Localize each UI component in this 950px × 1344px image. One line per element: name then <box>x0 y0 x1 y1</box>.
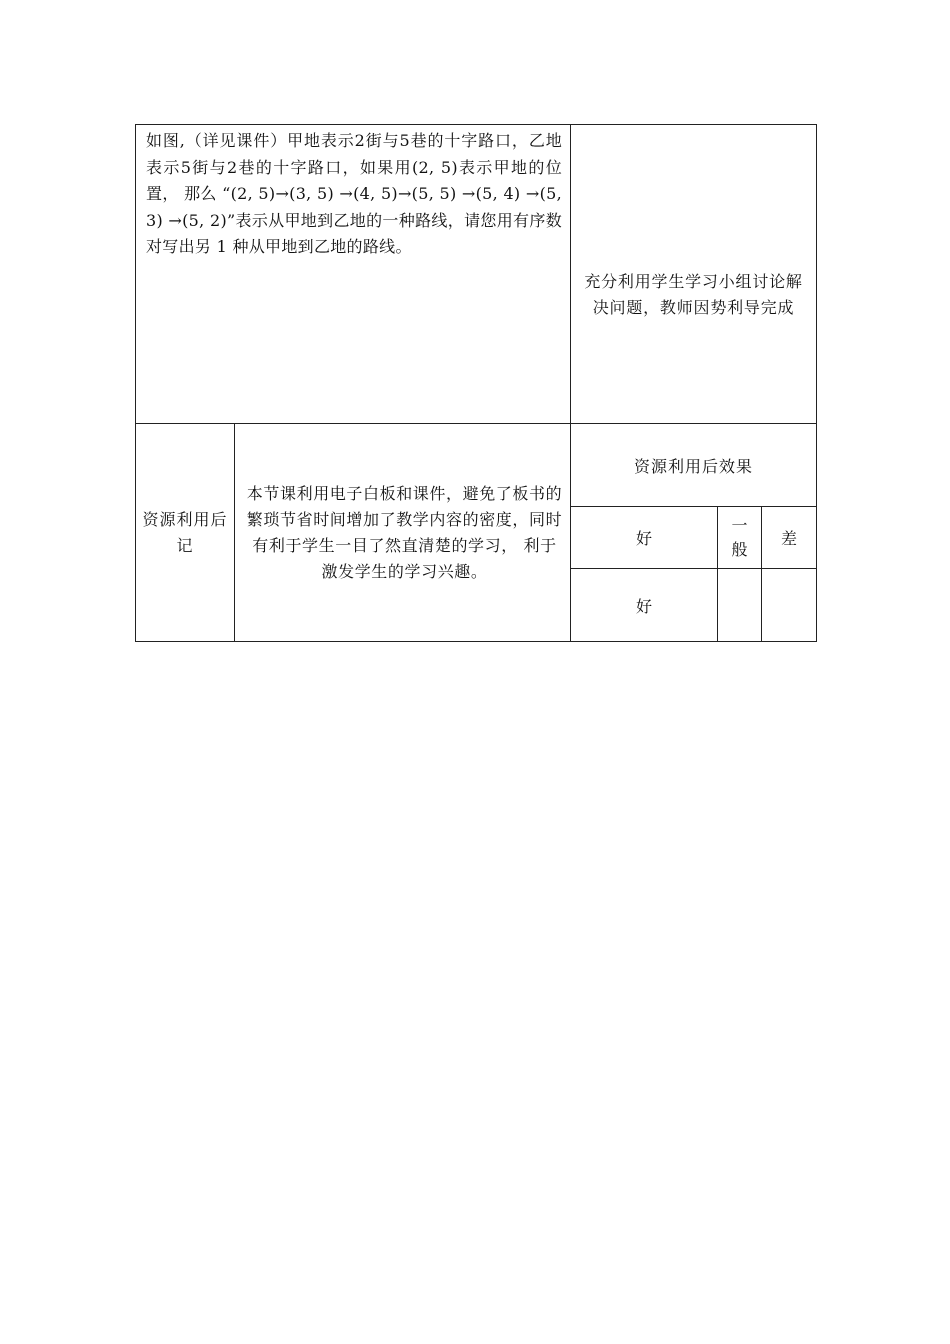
resource-note-cell <box>235 424 571 642</box>
resource-row-header <box>136 424 817 507</box>
strategy-cell <box>571 125 817 424</box>
resource-note: 本节课利用电子白板和课件，避免了板书的繁琐节省时间增加了教学内容的密度，同时有利于学生一目了然直清楚的学习， 利于激发学生的学习兴趣。 <box>246 483 563 581</box>
effect-header: 资源利用后效果 <box>571 424 817 507</box>
rating-average-option <box>718 507 762 569</box>
problem-row <box>136 125 817 424</box>
rating-empty-average <box>718 569 762 642</box>
problem-text: 如图,（详见课件）甲地表示2街与5巷的十字路口，乙地表示5街与2巷的十字路口，如果用(2, 5)表示甲地的位置， 那么 “(2, 5)→(3, 5) →(4, 5)→(5, 5) →(5, 4) →(5, 3) →(5, 2)”表示从甲地到乙地的一种路线，请您用有序数对写出另 1 种从甲地到乙地的路线。 <box>146 131 563 256</box>
rating-poor-option: 差 <box>762 507 817 569</box>
strategy-text: 充分利用学生学习小组讨论解决问题，教师因势利导完成 <box>584 272 803 317</box>
problem-cell <box>136 125 571 424</box>
rating-result: 好 <box>571 569 718 642</box>
lesson-table <box>135 124 817 642</box>
resource-label: 资源利用后记 <box>142 509 228 555</box>
rating-empty-poor <box>762 569 817 642</box>
resource-label-cell <box>136 424 235 642</box>
rating-good-option: 好 <box>571 507 718 569</box>
rating-average-label: 一般 <box>731 515 748 559</box>
